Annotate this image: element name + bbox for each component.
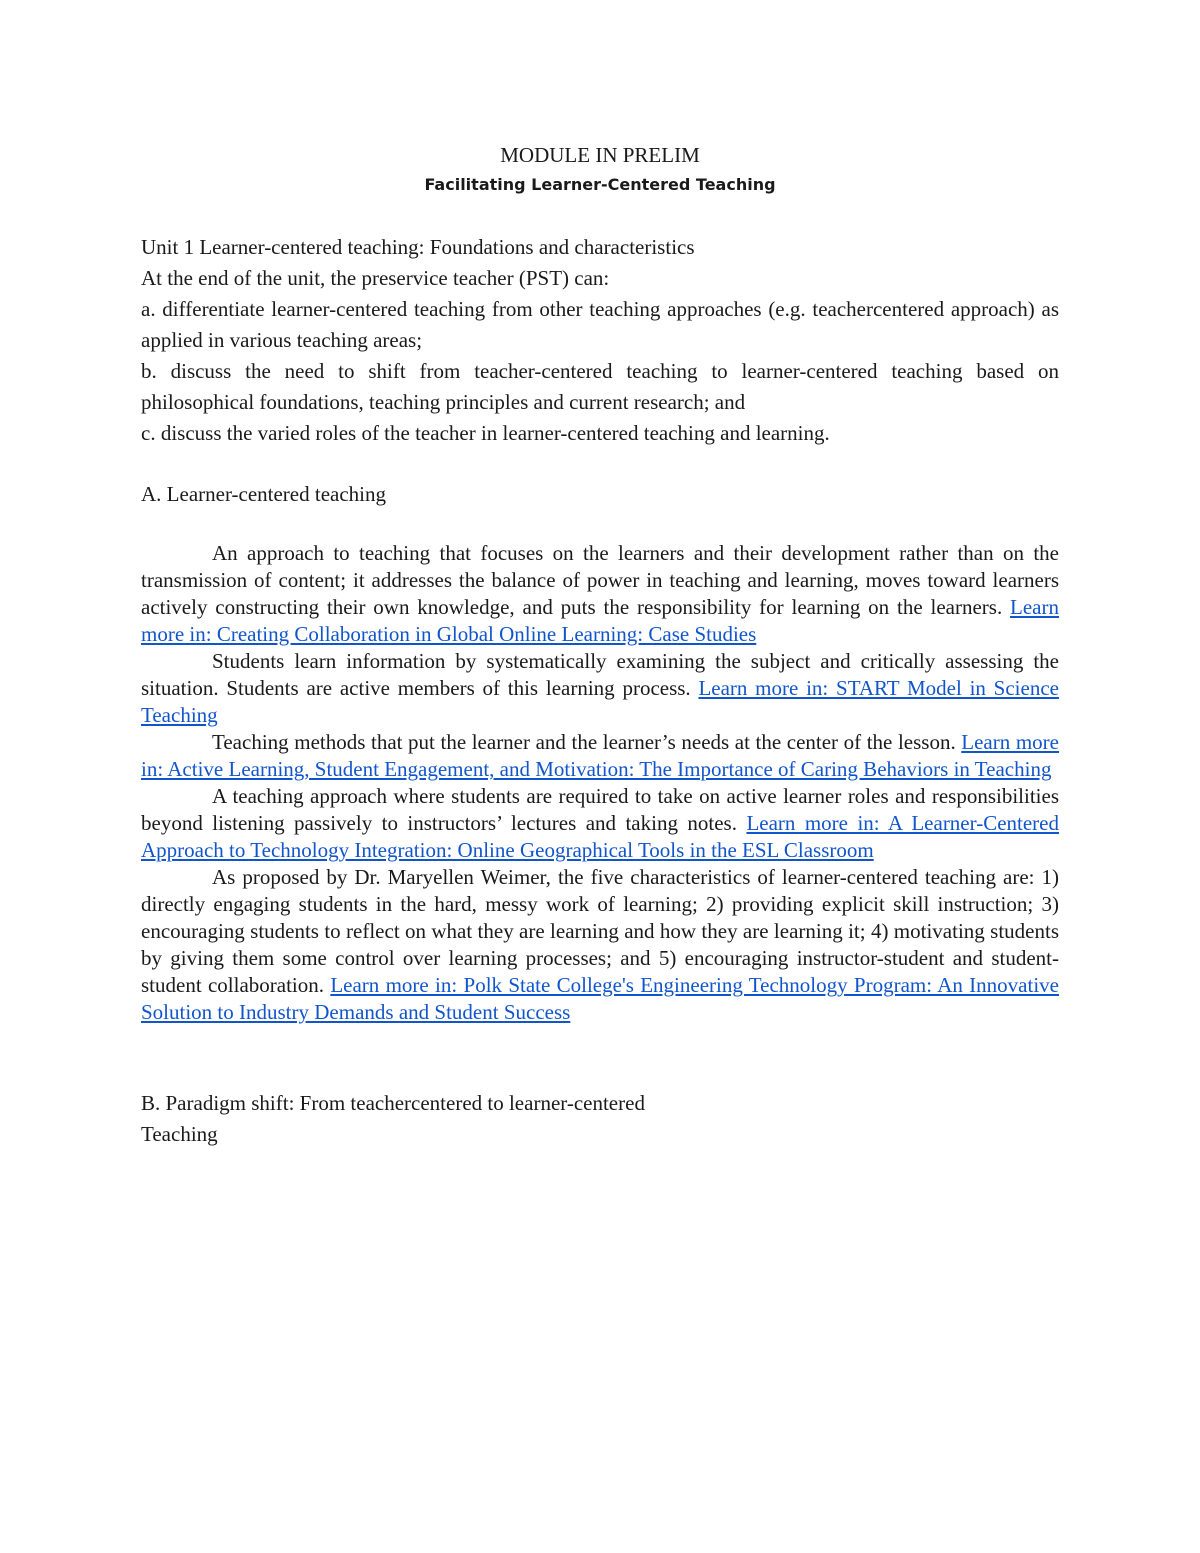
learn-more-link[interactable]: Learn more in: Polk State College's Engineering Technology Program: An Innovative Solution to Industry Demands and Student Success [141, 973, 1059, 1024]
document-page [141, 140, 1059, 1150]
definition-text: Teaching methods that put the learner and the learner’s needs at the center of the lesson. [212, 730, 962, 754]
module-subtitle: Facilitating Learner-Centered Teaching [424, 175, 776, 194]
definition-text: A teaching approach where students are required to take on active learner roles and responsibilities beyond listening passively to instructors’ lectures and taking notes. [141, 784, 1059, 835]
definition-paragraph [141, 648, 1059, 729]
definition-text: Students learn information by systematically examining the subject and critically assessing the situation. Students are active members of this learning process. [141, 649, 1059, 700]
definition-paragraph [141, 540, 1059, 648]
learn-more-link[interactable]: Learn more in: Active Learning, Student Engagement, and Motivation: The Importance of Caring Behaviors in Teaching [141, 730, 1059, 781]
objective-b: b. discuss the need to shift from teacher-centered teaching to learner-centered teaching based on philosophical foundations, teaching principles and current research; and [141, 359, 1059, 414]
section-b-heading-continued: Teaching [141, 1122, 218, 1146]
section-b [141, 1088, 1059, 1150]
objective-c: c. discuss the varied roles of the teacher in learner-centered teaching and learning. [141, 421, 830, 445]
objective-a: a. differentiate learner-centered teaching from other teaching approaches (e.g. teachercentered approach) as applied in various teaching areas; [141, 297, 1059, 352]
unit-intro: At the end of the unit, the preservice teacher (PST) can: [141, 266, 610, 290]
learn-more-link[interactable]: Learn more in: Creating Collaboration in Global Online Learning: Case Studies [141, 595, 1059, 646]
definition-paragraph [141, 864, 1059, 1026]
definition-text: As proposed by Dr. Maryellen Weimer, the five characteristics of learner-centered teaching are: 1) directly engaging students in the hard, messy work of learning; 2) providing explicit skill instruction; 3) encouraging students to reflect on what they are learning and how they are learning it; 4) motivating students by giving them some control over learning processes; and 5) encouraging instructor-student and student-student collaboration. [141, 865, 1059, 997]
learn-more-link[interactable]: Learn more in: START Model in Science Teaching [141, 676, 1059, 727]
section-b-heading: B. Paradigm shift: From teachercentered to learner-centered [141, 1091, 645, 1115]
unit-objectives [141, 232, 1059, 449]
section-a-heading: A. Learner-centered teaching [141, 482, 387, 506]
learn-more-link[interactable]: Learn more in: A Learner-Centered Approach to Technology Integration: Online Geographical Tools in the ESL Classroom [141, 811, 1059, 862]
definition-paragraph [141, 729, 1059, 783]
definition-paragraph [141, 783, 1059, 864]
definitions-list [141, 540, 1059, 1026]
module-title: MODULE IN PRELIM [500, 143, 700, 167]
unit-heading: Unit 1 Learner-centered teaching: Foundations and characteristics [141, 235, 695, 259]
definition-text: An approach to teaching that focuses on the learners and their development rather than on the transmission of content; it addresses the balance of power in teaching and learning, moves toward learners actively constructing their own knowledge, and puts the responsibility for learning on the learners. [141, 541, 1059, 619]
